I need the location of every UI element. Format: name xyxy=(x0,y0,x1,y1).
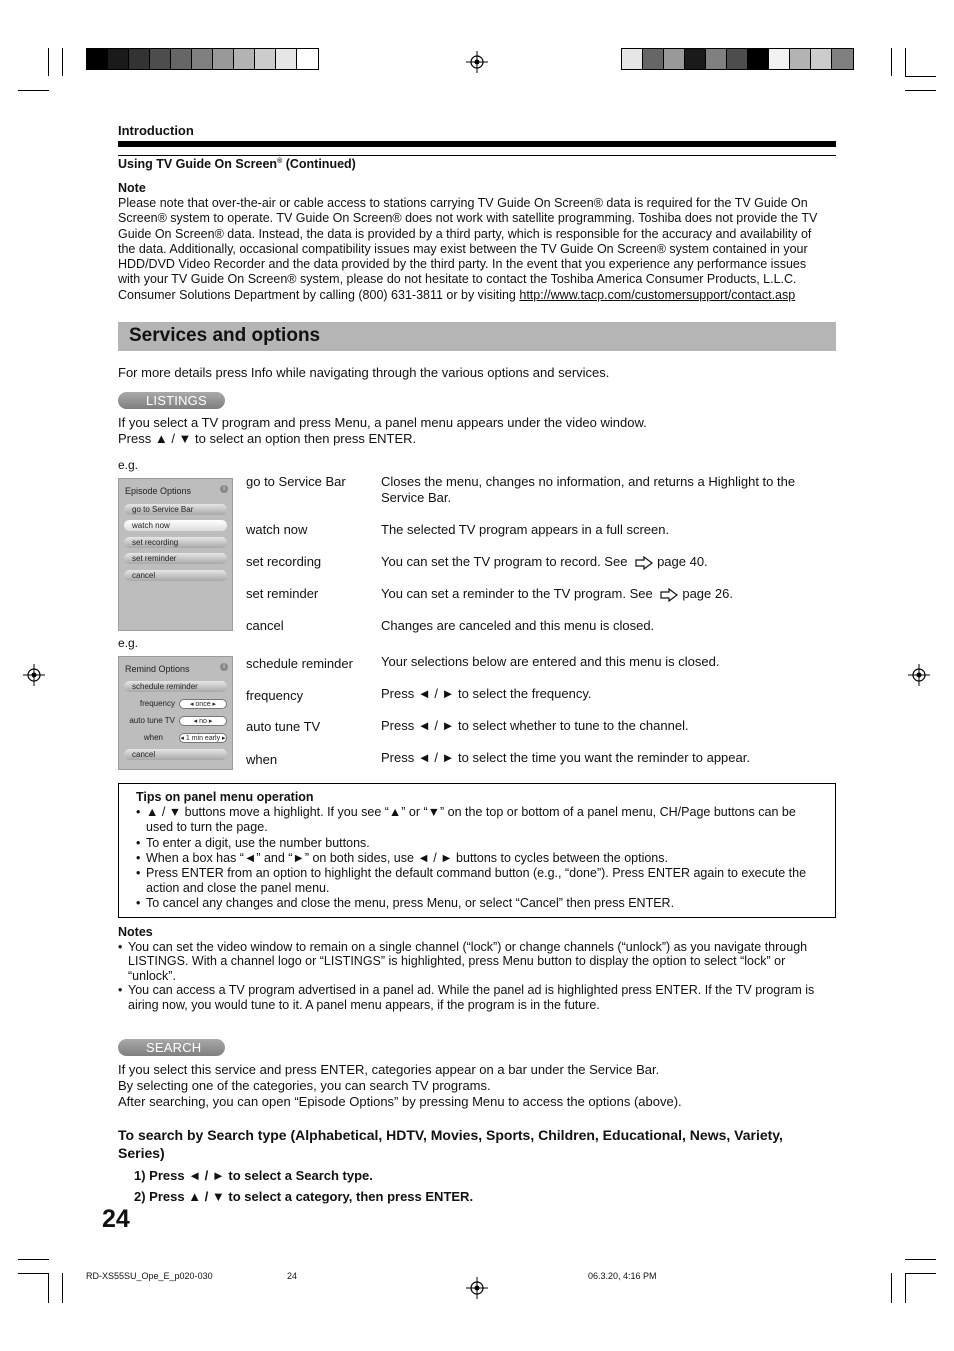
note-line: Screen® system to operate. TV Guide On Screen® does not work with satellite programming. Toshiba does not provide the TV xyxy=(118,211,818,226)
term-schedule-reminder: schedule reminder xyxy=(246,656,353,671)
search-line-3: After searching, you can open “Episode Options” by pressing Menu to access the options (above). xyxy=(118,1094,682,1109)
desc-when: Press ◄ / ► to select the time you want the reminder to appear. xyxy=(381,750,750,765)
desc-frequency: Press ◄ / ► to select the frequency. xyxy=(381,686,592,701)
when-selector[interactable]: ◂ 1 min early ▸ xyxy=(180,735,226,742)
autotune-selector[interactable]: ◂ no ▸ xyxy=(179,716,227,726)
tips-title: Tips on panel menu operation xyxy=(136,790,314,804)
footer-page: 24 xyxy=(287,1271,298,1281)
color-swatches-right xyxy=(621,48,854,70)
panel-title: Episode Options xyxy=(125,486,192,496)
search-line-2: By selecting one of the categories, you can search TV programs. xyxy=(118,1078,491,1093)
search-line-1: If you select this service and press ENTER, categories appear on a bar under the Service Bar. xyxy=(118,1062,660,1077)
search-step-1: 1) Press ◄ / ► to select a Search type. xyxy=(134,1168,373,1183)
info-icon: i xyxy=(220,485,228,493)
header-rule-thin xyxy=(118,155,836,156)
panel-item-cancel[interactable]: cancel xyxy=(124,749,227,760)
registration-mark-bottom xyxy=(466,1277,488,1299)
term-watch-now: watch now xyxy=(246,522,308,537)
color-swatches-left xyxy=(86,48,319,70)
page-number: 24 xyxy=(102,1205,130,1233)
tip-item: • To enter a digit, use the number buttons. xyxy=(136,836,826,851)
note-body xyxy=(118,196,834,303)
desc-auto-tune-tv: Press ◄ / ► to select whether to tune to the channel. xyxy=(381,718,689,733)
desc-cancel: Changes are canceled and this menu is closed. xyxy=(381,618,655,633)
panel-item-schedule-reminder[interactable]: schedule reminder xyxy=(124,681,227,692)
tip-item: • ▲ / ▼ buttons move a highlight. If you see “▲” or “▼” on the top or bottom of a panel menu, CH/Page buttons can be used to turn the page. xyxy=(136,805,826,835)
note-line: Guide On Screen® data. Instead, the data is provided by a third party, which is responsible for the accuracy and availability of xyxy=(118,226,812,241)
desc-schedule-reminder: Your selections below are entered and this menu is closed. xyxy=(381,654,720,669)
remind-options-panel xyxy=(118,656,233,770)
reference-arrow-icon xyxy=(660,588,678,602)
panel-item-cancel[interactable]: cancel xyxy=(124,570,227,581)
registration-mark-right xyxy=(908,664,930,686)
desc-go-to-service-bar: Closes the menu, changes no information, and returns a Highlight to the Service Bar. xyxy=(381,474,796,505)
search-step-2: 2) Press ▲ / ▼ to select a category, then press ENTER. xyxy=(134,1189,474,1204)
tip-item: • When a box has “◄” and “►” on both sides, use ◄ / ► buttons to cycles between the options. xyxy=(136,851,826,866)
search-label: SEARCH xyxy=(118,1039,225,1056)
panel-item-watch-now[interactable]: watch now xyxy=(124,520,227,531)
panel-item-set-recording[interactable]: set recording xyxy=(124,537,227,548)
episode-options-panel xyxy=(118,478,233,631)
frequency-label: frequency xyxy=(139,699,175,708)
note-line: Please note that over-the-air or cable access to stations carrying TV Guide On Screen® data is required for the TV Guide On xyxy=(118,196,808,210)
eg-label-2: e.g. xyxy=(118,636,139,650)
footer-file: RD-XS55SU_Ope_E_p020-030 xyxy=(86,1271,213,1281)
term-frequency: frequency xyxy=(246,688,304,703)
tips-box xyxy=(118,783,836,918)
term-cancel: cancel xyxy=(246,618,284,633)
note-line: Consumer Solutions Department by calling (800) 631-3811 or by visiting http://www.tacp.com/customersupport/contact.asp xyxy=(118,287,796,302)
desc-set-recording: You can set the TV program to record. See page 40. xyxy=(381,554,708,569)
notes-title: Notes xyxy=(118,925,153,939)
services-banner xyxy=(118,322,836,351)
panel-item-go-to-service-bar[interactable]: go to Service Bar xyxy=(124,504,227,515)
desc-watch-now: The selected TV program appears in a full screen. xyxy=(381,522,670,537)
note-label: Note xyxy=(118,181,146,195)
panel-item-set-reminder[interactable]: set reminder xyxy=(124,553,227,564)
services-intro: For more details press Info while navigating through the various options and services. xyxy=(118,365,610,380)
note-line: the data. Additionally, occasional compatibility issues may exist between the TV Guide On Screen® system contained in your xyxy=(118,241,808,256)
registration-mark-top xyxy=(466,51,488,73)
term-set-reminder: set reminder xyxy=(246,586,319,601)
listings-line-2: Press ▲ / ▼ to select an option then press ENTER. xyxy=(118,431,417,446)
term-set-recording: set recording xyxy=(246,554,322,569)
footer-date: 06.3.20, 4:16 PM xyxy=(588,1271,657,1281)
panel-title: Remind Options xyxy=(125,664,190,674)
tip-item: • Press ENTER from an option to highlight the default command button (e.g., “done”). Press ENTER again to execute the action and close the panel menu. xyxy=(136,866,826,896)
note-item: • You can set the video window to remain on a single channel (“lock”) or change channels (“unlock”) as you navigate through LISTINGS. With a channel logo or “LISTINGS” is highlighted, press Menu button to display the option to select “lock” or “unlock”. xyxy=(118,940,830,984)
notes-block xyxy=(118,925,830,1012)
services-title: Services and options xyxy=(129,325,321,346)
listings-label: LISTINGS xyxy=(118,392,225,409)
note-line: HDD/DVD Video Recorder and the data provided by the third party. In the event that you experience any performance issues xyxy=(118,257,807,272)
eg-label: e.g. xyxy=(118,458,139,472)
when-label: when xyxy=(143,733,163,742)
search-heading: To search by Search type (Alphabetical, HDTV, Movies, Sports, Children, Educational, News, Variety, Series) xyxy=(118,1127,783,1161)
term-auto-tune-tv: auto tune TV xyxy=(246,719,321,734)
subsection-title: Using TV Guide On Screen® (Continued) xyxy=(118,157,356,171)
autotune-label: auto tune TV xyxy=(129,716,175,725)
registration-mark-left xyxy=(23,664,45,686)
reference-arrow-icon xyxy=(635,556,653,570)
term-go-to-service-bar: go to Service Bar xyxy=(246,474,346,489)
tip-item: • To cancel any changes and close the menu, press Menu, or select “Cancel” then press ENTER. xyxy=(136,896,826,911)
term-when: when xyxy=(246,752,278,767)
listings-line-1: If you select a TV program and press Menu, a panel menu appears under the video window. xyxy=(118,415,647,430)
header-rule-thick xyxy=(118,141,836,147)
note-item: • You can access a TV program advertised in a panel ad. While the panel ad is highlighted press ENTER. If the TV program is airing now, you would tune to it. A panel menu appears, if the program is in the future. xyxy=(118,983,830,1012)
frequency-selector[interactable]: ◂ once ▸ xyxy=(179,699,227,709)
desc-set-reminder: You can set a reminder to the TV program. See page 26. xyxy=(381,586,733,601)
section-title: Introduction xyxy=(118,123,194,138)
info-icon: i xyxy=(220,663,228,671)
support-link[interactable]: http://www.tacp.com/customersupport/contact.asp xyxy=(519,287,796,302)
note-line: with your TV Guide On Screen® system, please do not hesitate to contact the Toshiba America Consumer Products, L.L.C. xyxy=(118,272,797,287)
